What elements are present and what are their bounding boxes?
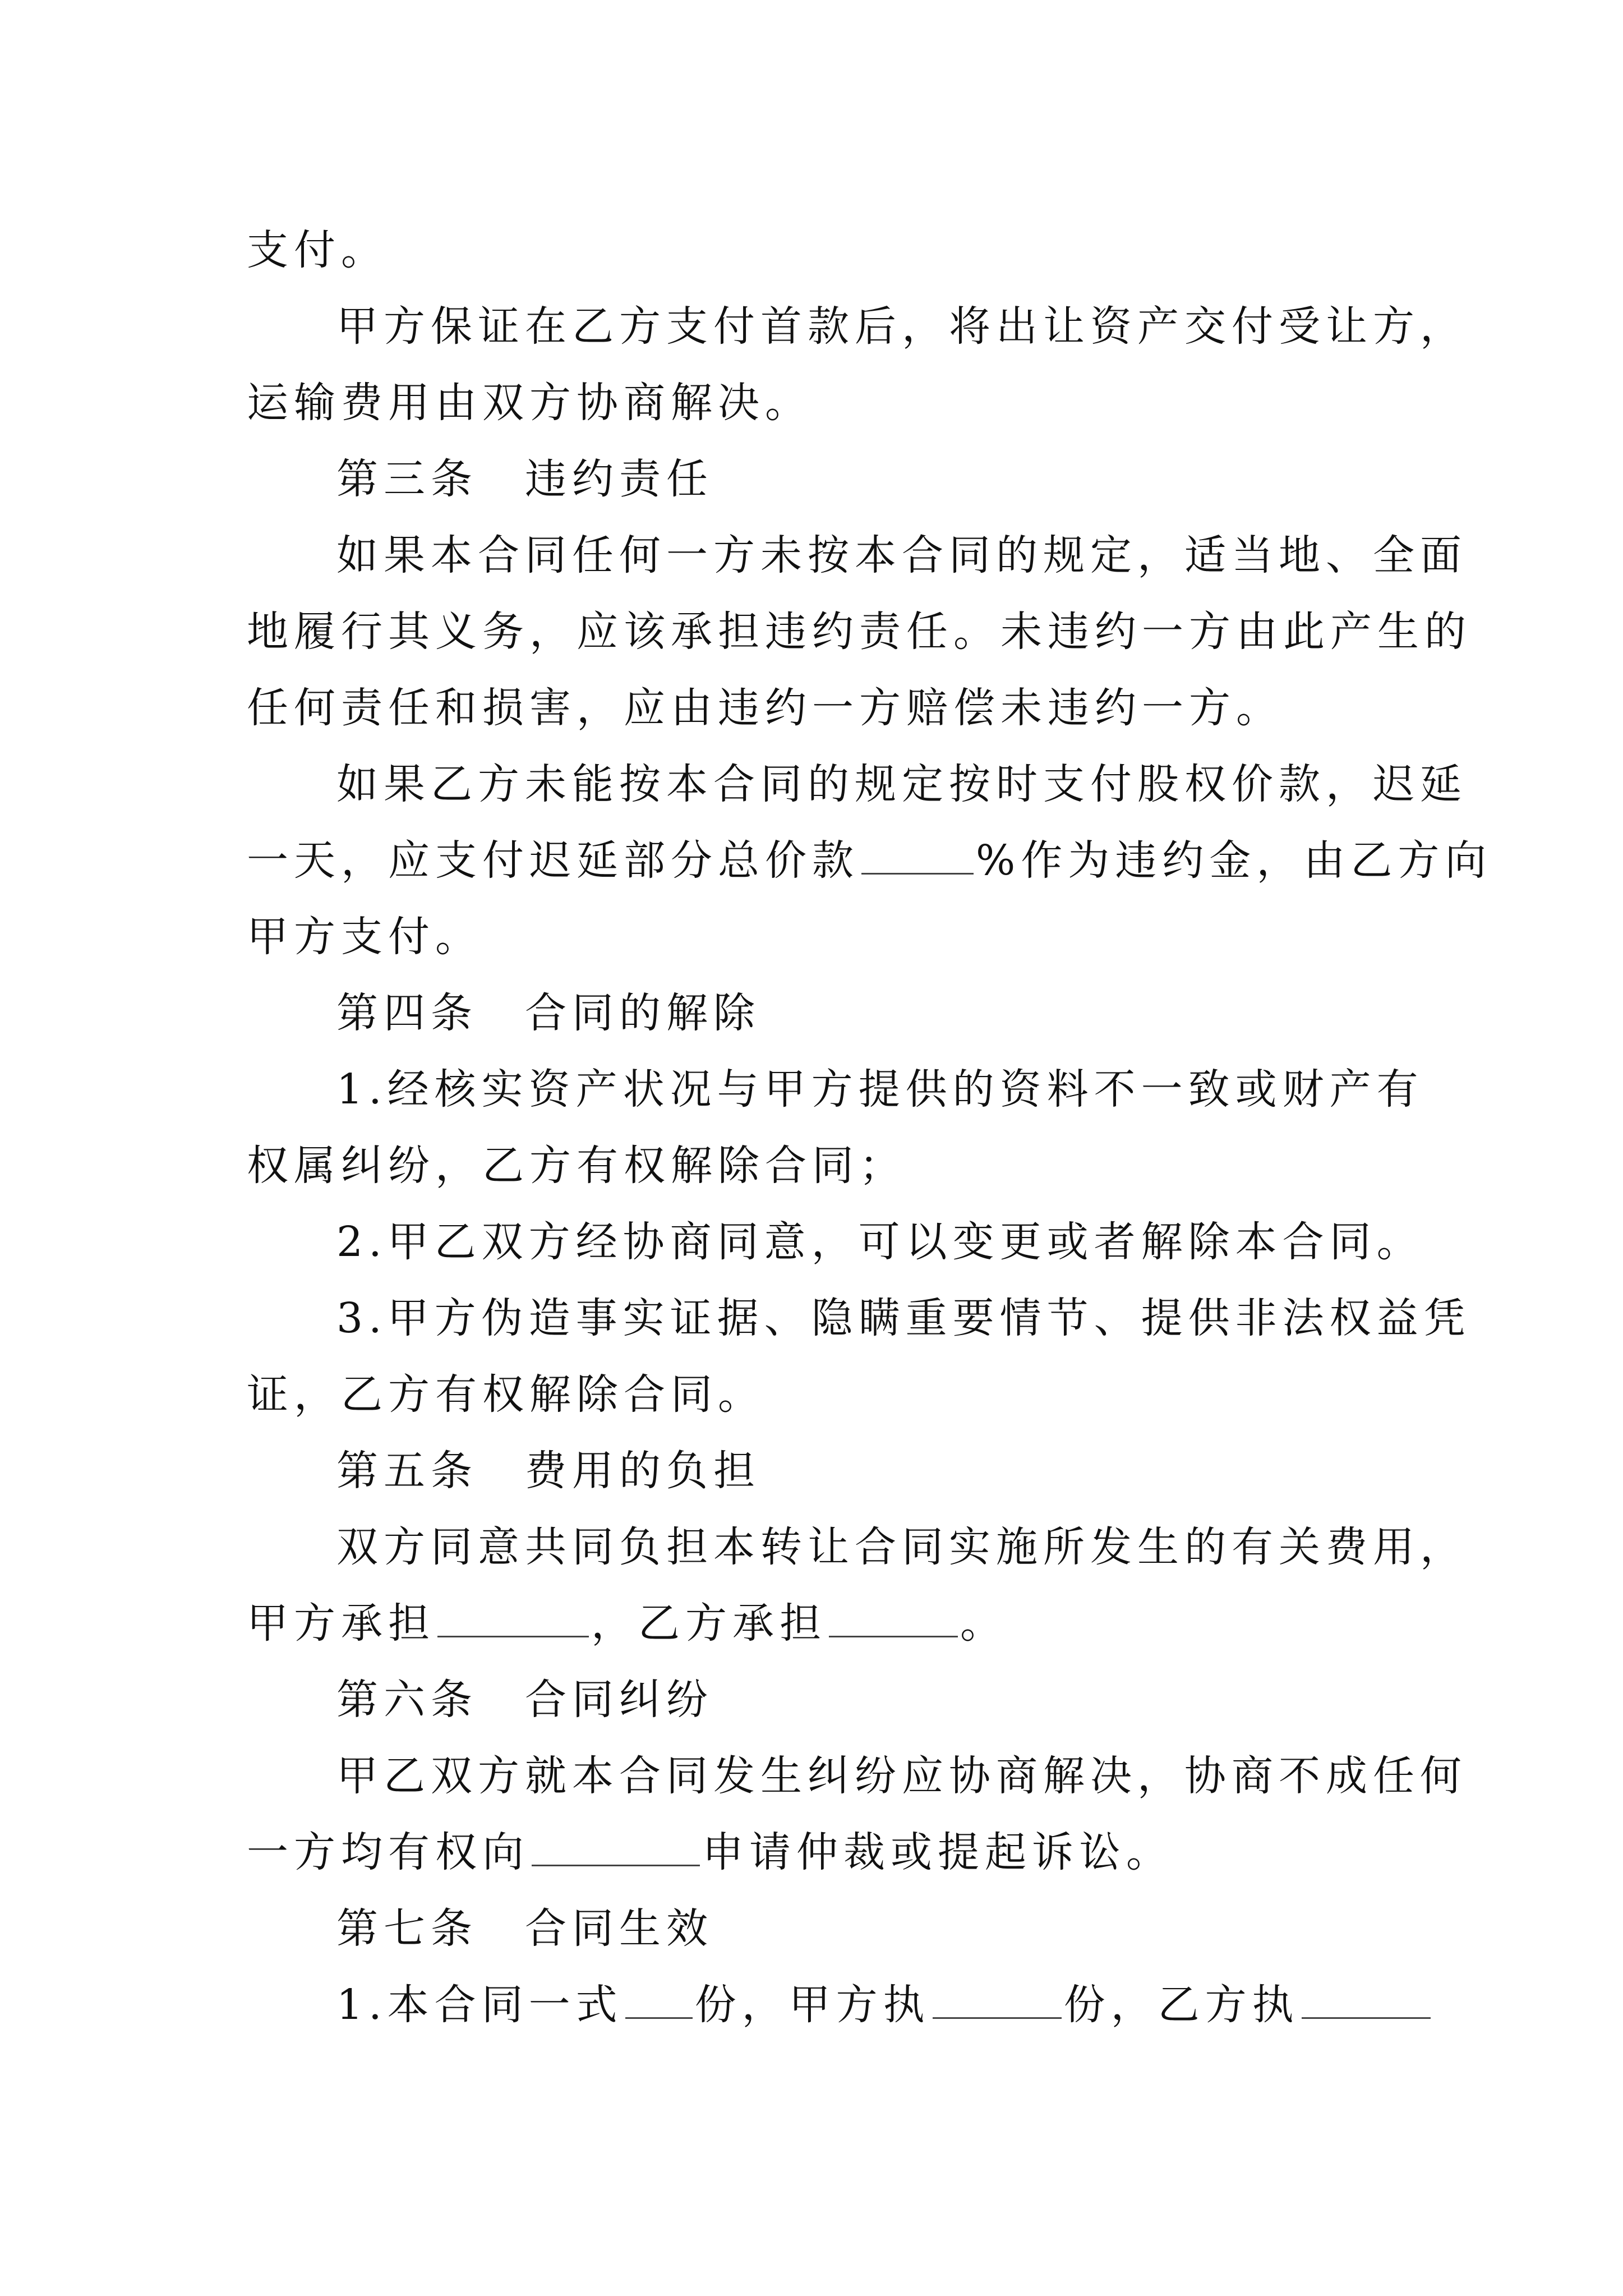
text-segment: 一天，应支付迟延部分总价款: [247, 836, 859, 885]
paragraph-line: 甲乙双方就本合同发生纠纷应协商解决，协商不成任何: [336, 1752, 1467, 1800]
text-segment: 甲方承担: [247, 1599, 435, 1648]
paragraph-line: 支付。: [247, 226, 388, 274]
paragraph-line-with-blank: [247, 1814, 1402, 1890]
paragraph-line: 权属纠纷，乙方有权解除合同；: [247, 1142, 906, 1190]
text-segment: 一方均有权向: [247, 1828, 529, 1876]
fill-in-blank[interactable]: [933, 1979, 1062, 2019]
paragraph-line: 1.经核实资产状况与甲方提供的资料不一致或财产有: [336, 1065, 1424, 1114]
text-segment: 份，甲方执: [694, 1981, 930, 2029]
paragraph-line: 运输费用由双方协商解决。: [247, 379, 812, 427]
fill-in-blank[interactable]: [861, 835, 974, 875]
paragraph-line: 任何责任和损害，应由违约一方赔偿未违约一方。: [247, 684, 1283, 732]
fill-in-blank[interactable]: [625, 1979, 693, 2019]
paragraph-line: 2.甲乙双方经协商同意，可以变更或者解除本合同。: [336, 1218, 1424, 1266]
paragraph-line: 甲方支付。: [247, 913, 482, 961]
contract-text-body: [247, 212, 1492, 2043]
section-heading-article-5: 第五条 费用的负担: [336, 1447, 760, 1495]
section-heading-article-3: 第三条 违约责任: [336, 455, 713, 503]
fill-in-blank[interactable]: [1302, 1979, 1431, 2019]
paragraph-line: 双方同意共同负担本转让合同实施所发生的有关费用，: [336, 1523, 1467, 1571]
paragraph-line: 如果本合同任何一方未按本合同的规定，适当地、全面: [336, 531, 1467, 579]
paragraph-line-with-blank: [247, 1967, 1402, 2043]
paragraph-line: 证，乙方有权解除合同。: [247, 1370, 765, 1419]
paragraph-line: 地履行其义务，应该承担违约责任。未违约一方由此产生的: [247, 608, 1472, 656]
paragraph-line-with-blank: [247, 822, 1492, 899]
text-segment: 份，乙方执: [1063, 1981, 1299, 2029]
section-heading-article-6: 第六条 合同纠纷: [336, 1676, 713, 1724]
paragraph-line: 3.甲方伪造事实证据、隐瞒重要情节、提供非法权益凭: [336, 1294, 1471, 1342]
paragraph-line: 甲方保证在乙方支付首款后，将出让资产交付受让方，: [336, 302, 1467, 351]
section-heading-article-7: 第七条 合同生效: [336, 1904, 713, 1953]
text-segment: 。: [960, 1599, 1007, 1648]
text-segment: ，乙方承担: [591, 1599, 827, 1648]
text-segment: 申请仲裁或提起诉讼。: [702, 1828, 1173, 1876]
paragraph-line-with-blank: [247, 1585, 1402, 1662]
text-segment: %作为违约金，由乙方向: [976, 836, 1492, 885]
text-segment: 1.本合同一式: [336, 1981, 623, 2029]
section-heading-article-4: 第四条 合同的解除: [336, 989, 760, 1037]
paragraph-line: 如果乙方未能按本合同的规定按时支付股权价款，迟延: [336, 760, 1467, 808]
fill-in-blank[interactable]: [532, 1826, 700, 1866]
fill-in-blank[interactable]: [829, 1598, 958, 1637]
fill-in-blank[interactable]: [437, 1598, 589, 1637]
